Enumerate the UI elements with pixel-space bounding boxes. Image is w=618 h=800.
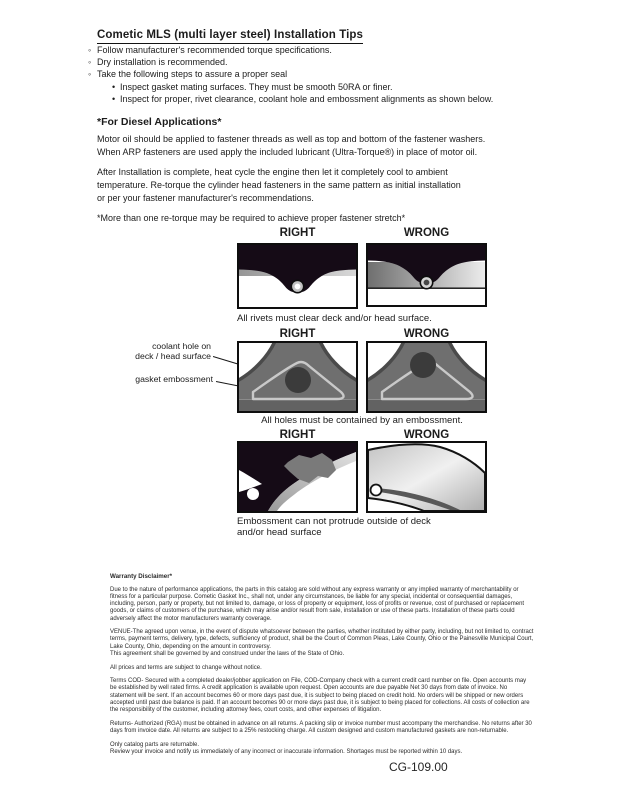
rivet-right-panel <box>237 243 358 309</box>
legal-paragraph-review: Review your invoice and notify us immediately of any incorrect or inaccurate information. Shortages must be reported within 10 days. <box>110 748 463 755</box>
tip-sub-item <box>112 81 548 93</box>
diesel-paragraph-2 <box>97 166 557 205</box>
text-line: deck / head surface <box>135 350 211 361</box>
legal-paragraph-disclaimer: Due to the nature of performance applications, the parts in this catalog are sold without any express warranty or any implied warranty of merchantability or fitness for a particular purpose. Cometic Gasket Inc., shall not, under any circumstances, be liable for any special, incidental or consequential damages, including, person, party or property, but not limited to, damage, or loss of property or equipment, loss of profits or revenue, cost of purchased or replacement goods, or claims of customers of the purchase, which may arise and/or result from sale, installation or use of these parts. Installation of these parts could adversely affect the motor manufacturers warranty coverage. <box>110 586 525 622</box>
tip-item <box>88 44 548 56</box>
tip-item <box>88 68 548 80</box>
legal-paragraph-returns: Returns- Authorized (RGA) must be obtained in advance on all returns. A packing slip or invoice number must accompany the merchandise. No returns after 30 days from invoice date. All returns are subject to a 25% restocking charge. All custom designed and custom manufactured gaskets are non-returnable. <box>110 720 532 734</box>
protrusion-right-illustration <box>239 443 356 511</box>
wrong-label: WRONG <box>403 328 450 340</box>
gasket-embossment-label: gasket embossment <box>135 374 213 384</box>
legal-paragraph-venue-law: This agreement shall be governed by and construed under the laws of the State of Ohio. <box>110 650 345 657</box>
tip-text: ◦ Dry installation is recommended. <box>97 57 228 68</box>
text-line: coolant hole on <box>152 341 211 351</box>
protrusion-caption <box>237 516 497 538</box>
right-label: RIGHT <box>279 328 316 340</box>
protrusion-wrong-illustration <box>368 443 485 511</box>
legal-paragraph-catalog: Only catalog parts are returnable. <box>110 741 200 748</box>
tip-text: • Inspect gasket mating surfaces. They must be smooth 50RA or finer. <box>120 81 393 92</box>
embossment-wrong-illustration <box>368 343 485 411</box>
embossment-right-panel <box>237 341 358 413</box>
tip-item <box>88 56 548 68</box>
tip-text: • Inspect for proper, rivet clearance, coolant hole and embossment alignments as shown below. <box>120 93 494 104</box>
tip-text: ◦ Take the following steps to assure a proper seal <box>97 69 288 80</box>
retorque-note: *More than one re-torque may be required to achieve proper fastener stretch* <box>97 213 406 223</box>
rivet-caption: All rivets must clear deck and/or head surface. <box>237 313 432 324</box>
rivet-wrong-panel <box>366 243 487 307</box>
wrong-label: WRONG <box>403 429 450 441</box>
tips-list <box>88 44 548 105</box>
text-line: Embossment can not protrude outside of deck <box>237 516 431 527</box>
legal-paragraph-venue: VENUE-The agreed upon venue, in the event of dispute whatsoever between the parties, whether instituted by either party, including, but not limited to, contract terms, payment terms, delivery, type, defects, sufficiency of product, shall be the Court of Common Pleas, Lake County, Ohio or the Painesville Municipal Court, Lake County, Ohio, depending on the amount in controversy. <box>110 629 534 650</box>
page-number: CG-109.00 <box>389 760 448 774</box>
text-line: When ARP fasteners are used apply the included lubricant (Ultra-Torque®) in place of motor oil. <box>97 147 478 157</box>
protrusion-right-panel <box>237 441 358 513</box>
coolant-hole <box>410 352 436 378</box>
diesel-paragraph-1 <box>97 133 557 159</box>
protrusion-wrong-panel <box>366 441 487 513</box>
bolt-hole <box>371 485 382 496</box>
page-title-wrap <box>97 25 363 43</box>
right-label: RIGHT <box>279 227 316 239</box>
text-line: Motor oil should be applied to fastener threads as well as top and bottom of the fastener washers. <box>97 134 486 144</box>
tip-sub-item <box>112 93 548 105</box>
text-line: temperature. Re-torque the cylinder head fasteners in the same pattern as initial installation <box>97 180 461 190</box>
page-title: Cometic MLS (multi layer steel) Installation Tips <box>97 29 363 44</box>
warranty-disclaimer-heading: Warranty Disclaimer* <box>110 573 173 580</box>
rivet-center <box>424 280 430 286</box>
wrong-label: WRONG <box>403 227 450 239</box>
rivet-right-illustration <box>239 245 356 307</box>
rivet-center <box>295 284 301 290</box>
text-line: or per your fastener manufacturer's recommendations. <box>97 193 314 203</box>
right-label: RIGHT <box>279 429 316 441</box>
legal-section <box>110 573 534 756</box>
bolt-hole <box>247 488 259 500</box>
coolant-hole-label <box>101 342 211 362</box>
text-line: After Installation is complete, heat cycle the engine then let it completely cool to ambient <box>97 167 448 177</box>
embossment-caption: All holes must be contained by an embossment. <box>261 415 463 426</box>
embossment-right-illustration <box>239 343 356 411</box>
diesel-heading: *For Diesel Applications* <box>97 116 222 128</box>
tip-text: ◦ Follow manufacturer's recommended torque specifications. <box>97 45 332 55</box>
coolant-hole <box>285 367 311 393</box>
embossment-wrong-panel <box>366 341 487 413</box>
rivet-wrong-illustration <box>368 245 485 305</box>
legal-paragraph-terms: Terms COD- Secured with a completed dealer/jobber application on File, COD-Company check with a current credit card number on file. Open accounts may be established by well rated firms. A credit application is available upon request. Open accounts are due payable Net 30 days from date of invoice. No statement will be sent. If an account becomes 60 or more days past due, it is subject to being placed on credit hold. No orders will be shipped or new orders accepted until past due balance is paid. If an account becomes 90 or more days past due, it is subject to being placed for collections. All costs of collection are the responsibility of the customer, including attorney fees, court costs, and other expenses of litigation. <box>110 678 530 714</box>
legal-paragraph-prices: All prices and terms are subject to change without notice. <box>110 664 262 671</box>
text-line: and/or head surface <box>237 527 322 538</box>
